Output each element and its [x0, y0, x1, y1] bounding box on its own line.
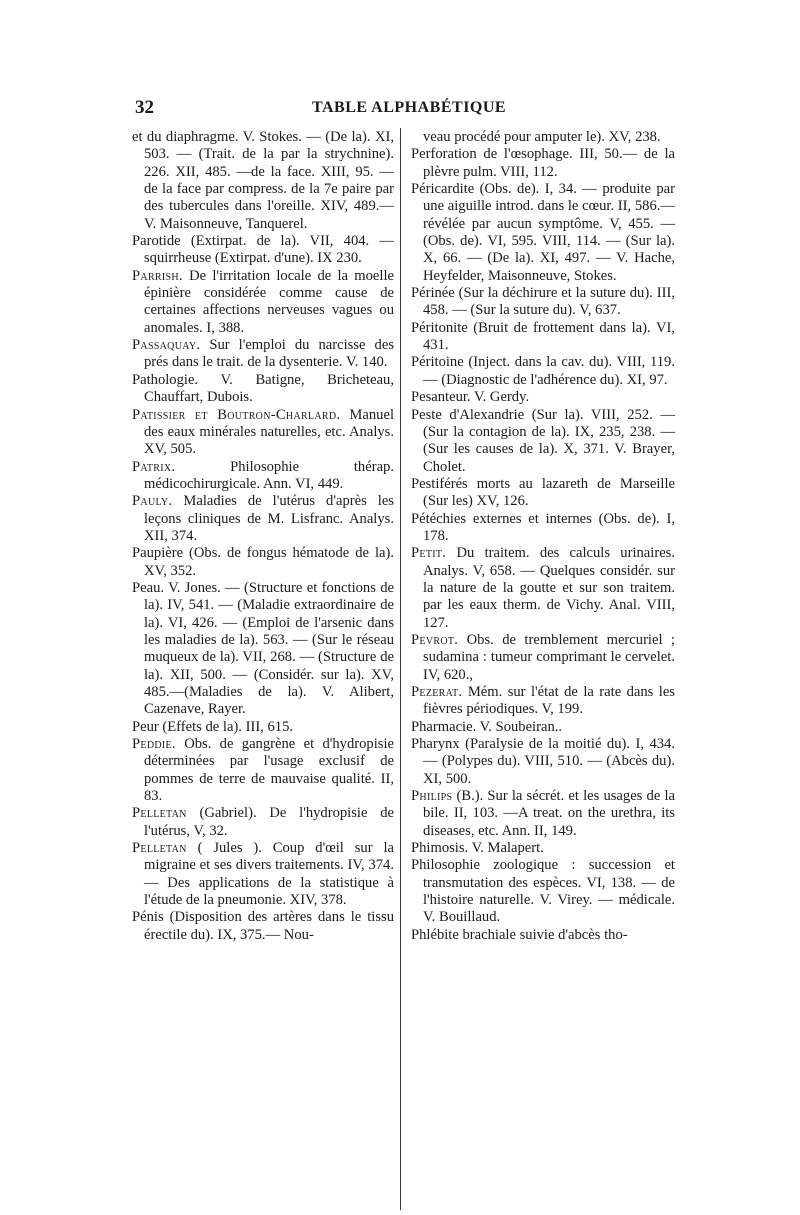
index-entry [132, 372, 394, 407]
entry-text: Philosophie thérap. médicochirurgicale. Ann. VI, 449. [144, 458, 394, 492]
index-entry [132, 233, 394, 268]
entry-author: Parrish. [132, 267, 183, 284]
entry-text: Mém. sur l'état de la rate dans les fièvres périodiques. V, 199. [423, 684, 675, 718]
entry-text: Peur (Effets de la). III, 615. [132, 718, 294, 735]
entry-text: Phimosis. V. Malapert. [411, 840, 544, 857]
entry-text: Sur l'emploi du narcisse des prés dans le trait. de la dysenterie. V. 140. [144, 337, 394, 371]
entry-author: Patrix. [132, 458, 176, 475]
entry-author: Pauly. [132, 493, 173, 510]
entry-text: (B.). Sur la sécrét. et les usages de la bile. II, 103. —A treat. on the urethra, its diseases, etc. Ann. II, 149. [423, 788, 675, 839]
index-entry [411, 389, 675, 406]
entry-text: Péricardite (Obs. de). I, 34. — produite par une aiguille introd. dans le cœur. II, 586.— révélée par aucun symptôme. V, 455. — (Obs. de). VI, 595. VIII, 114. — (Sur la). X, 66. — (De la). XI, 497. — V. Hache, Heyfelder, Maisonneuve, Stokes. [411, 181, 675, 284]
entry-text: Manuel des eaux minérales naturelles, etc. Analys. XV, 505. [144, 406, 394, 458]
index-entry [411, 840, 675, 857]
index-entry [132, 545, 394, 580]
index-entry [411, 285, 675, 320]
entry-text: Obs. de gangrène et d'hydropisie déterminées par l'usage exclusif de pommes de terre de mauvaise qualité. II, 83. [144, 736, 394, 805]
entry-text: De l'irritation locale de la moelle épinière considérée comme cause de certaines affections nerveuses vagues ou anomales. I, 388. [144, 267, 394, 336]
index-entry [411, 476, 675, 511]
index-entry [411, 719, 675, 736]
entry-text: et du diaphragme. V. Stokes. — (De la). XI, 503. — (Trait. de la par la strychnine). 226. XII, 485. —de la face. XIII, 95. — de la face par compress. de la 7e paire par des tubercules dans l'oreille. XIV, 489.—V. Maisonneuve, Tanquerel. [132, 129, 394, 232]
entry-text: Paupière (Obs. de fongus hématode de la). XV, 352. [132, 545, 394, 579]
entry-text: Pharynx (Paralysie de la moitié du). I, 434. — (Polypes du). VIII, 510. — (Abcès du). XI, 500. [411, 736, 675, 787]
entry-text: Péritonite (Bruit de frottement dans la). VI, 431. [411, 319, 675, 354]
entry-author: Peddie. [132, 736, 176, 753]
entry-text: Pénis (Disposition des artères dans le tissu érectile du). IX, 375.— Nou- [132, 909, 394, 943]
entry-author: Passaquay. [132, 337, 201, 354]
entry-text: veau procédé pour amputer le). XV, 238. [423, 129, 661, 145]
entry-text: Du traitem. des calculs urinaires. Analys. V, 658. — Quelques considér. sur la nature de la goutte et sur son traitem. par les eaux therm. de Vichy. Anal. VIII, 127. [423, 545, 675, 631]
index-entry [411, 511, 675, 546]
entry-text: Pestiférés morts au lazareth de Marseille (Sur les) XV, 126. [411, 475, 675, 510]
entry-text: Pesanteur. V. Gerdy. [411, 389, 530, 406]
entry-text: ( Jules ). Coup d'œil sur la migraine et ses divers traitements. IV, 374. — Des applications de la statistique à l'étude de la pneumonie. XIV, 378. [144, 840, 394, 909]
entry-author: Pezerat. [411, 684, 463, 700]
entry-text: Maladies de l'utérus d'après les leçons cliniques de M. Lisfranc. Analys. XII, 374. [144, 493, 394, 544]
entry-author: Philips [411, 788, 453, 805]
entry-text: Périnée (Sur la déchirure et la suture du). III, 458. — (Sur la suture du). V, 637. [411, 285, 675, 319]
index-entry [411, 632, 675, 684]
index-entry [411, 146, 675, 181]
entry-text: Pharmacie. V. Soubeiran.. [411, 718, 563, 735]
entry-author: Pevrot. [411, 631, 459, 648]
index-entry [411, 684, 675, 719]
left-column [132, 129, 394, 944]
index-entry [132, 129, 394, 233]
entry-text: Pétéchies externes et internes (Obs. de). I, 178. [411, 510, 675, 544]
index-entry [411, 320, 675, 355]
entry-text: Phlébite brachiale suivie d'abcès tho- [411, 926, 628, 943]
index-entry [411, 354, 675, 389]
index-entry [411, 788, 675, 840]
index-entry [132, 407, 394, 459]
entry-text: Obs. de tremblement mercuriel ; sudamina : tumeur comprimant le cervelet. IV, 620., [423, 631, 675, 683]
right-column [411, 129, 675, 944]
entry-author: Pelletan [132, 840, 187, 857]
index-entry [132, 459, 394, 494]
page-header [0, 97, 800, 121]
entry-text: Perforation de l'œsophage. III, 50.— de la plèvre pulm. VIII, 112. [411, 146, 675, 180]
index-entry [132, 337, 394, 372]
index-entry [132, 909, 394, 944]
index-entry [132, 736, 394, 805]
index-entry [132, 719, 394, 736]
index-entry [132, 580, 394, 719]
index-entry [132, 268, 394, 337]
entry-text: Philosophie zoologique : succession et transmutation des espèces. VI, 138. — de l'histoire naturelle. V. Virey. — médicale. V. Bouillaud. [411, 857, 675, 926]
page-number: 32 [135, 97, 154, 118]
column-divider [400, 128, 401, 1210]
entry-text: (Gabriel). De l'hydropisie de l'utérus, V, 32. [144, 805, 394, 839]
entry-text: Péritoine (Inject. dans la cav. du). VIII, 119. — (Diagnostic de l'adhérence du). XI, 97. [411, 354, 675, 388]
index-entry [132, 805, 394, 840]
index-entry [411, 129, 675, 146]
index-entry [411, 407, 675, 476]
running-title: TABLE ALPHABÉTIQUE [312, 99, 507, 116]
entry-author: Pelletan [132, 805, 187, 822]
entry-text: Peau. V. Jones. — (Structure et fonctions de la). IV, 541. — (Maladie extraordinaire de la). VI, 426. — (Emploi de l'arsenic dans les maladies de la). 563. — (Sur le réseau muqueux de la). VII, 268. — (Structure de la). XII, 500. — (Considér. sur la). XV, 485.—(Maladies de la). V. Alibert, Cazenave, Rayer. [132, 579, 394, 718]
index-entry [132, 840, 394, 909]
index-entry [411, 181, 675, 285]
entry-text: Pathologie. V. Batigne, Bricheteau, Chauffart, Dubois. [132, 371, 394, 406]
index-entry [411, 545, 675, 632]
index-entry [411, 857, 675, 926]
entry-text: Parotide (Extirpat. de la). VII, 404. — squirrheuse (Extirpat. d'une). IX 230. [132, 233, 394, 267]
entry-author: Petit. [411, 545, 447, 562]
entry-text: Peste d'Alexandrie (Sur la). VIII, 252. —(Sur la contagion de la). IX, 235, 238. — (Sur les causes de la). X, 371. V. Brayer, Cholet. [411, 406, 675, 475]
index-entry [132, 493, 394, 545]
index-entry [411, 927, 675, 944]
index-entry [411, 736, 675, 788]
entry-author: Patissier et Boutron-Charlard. [132, 406, 341, 423]
